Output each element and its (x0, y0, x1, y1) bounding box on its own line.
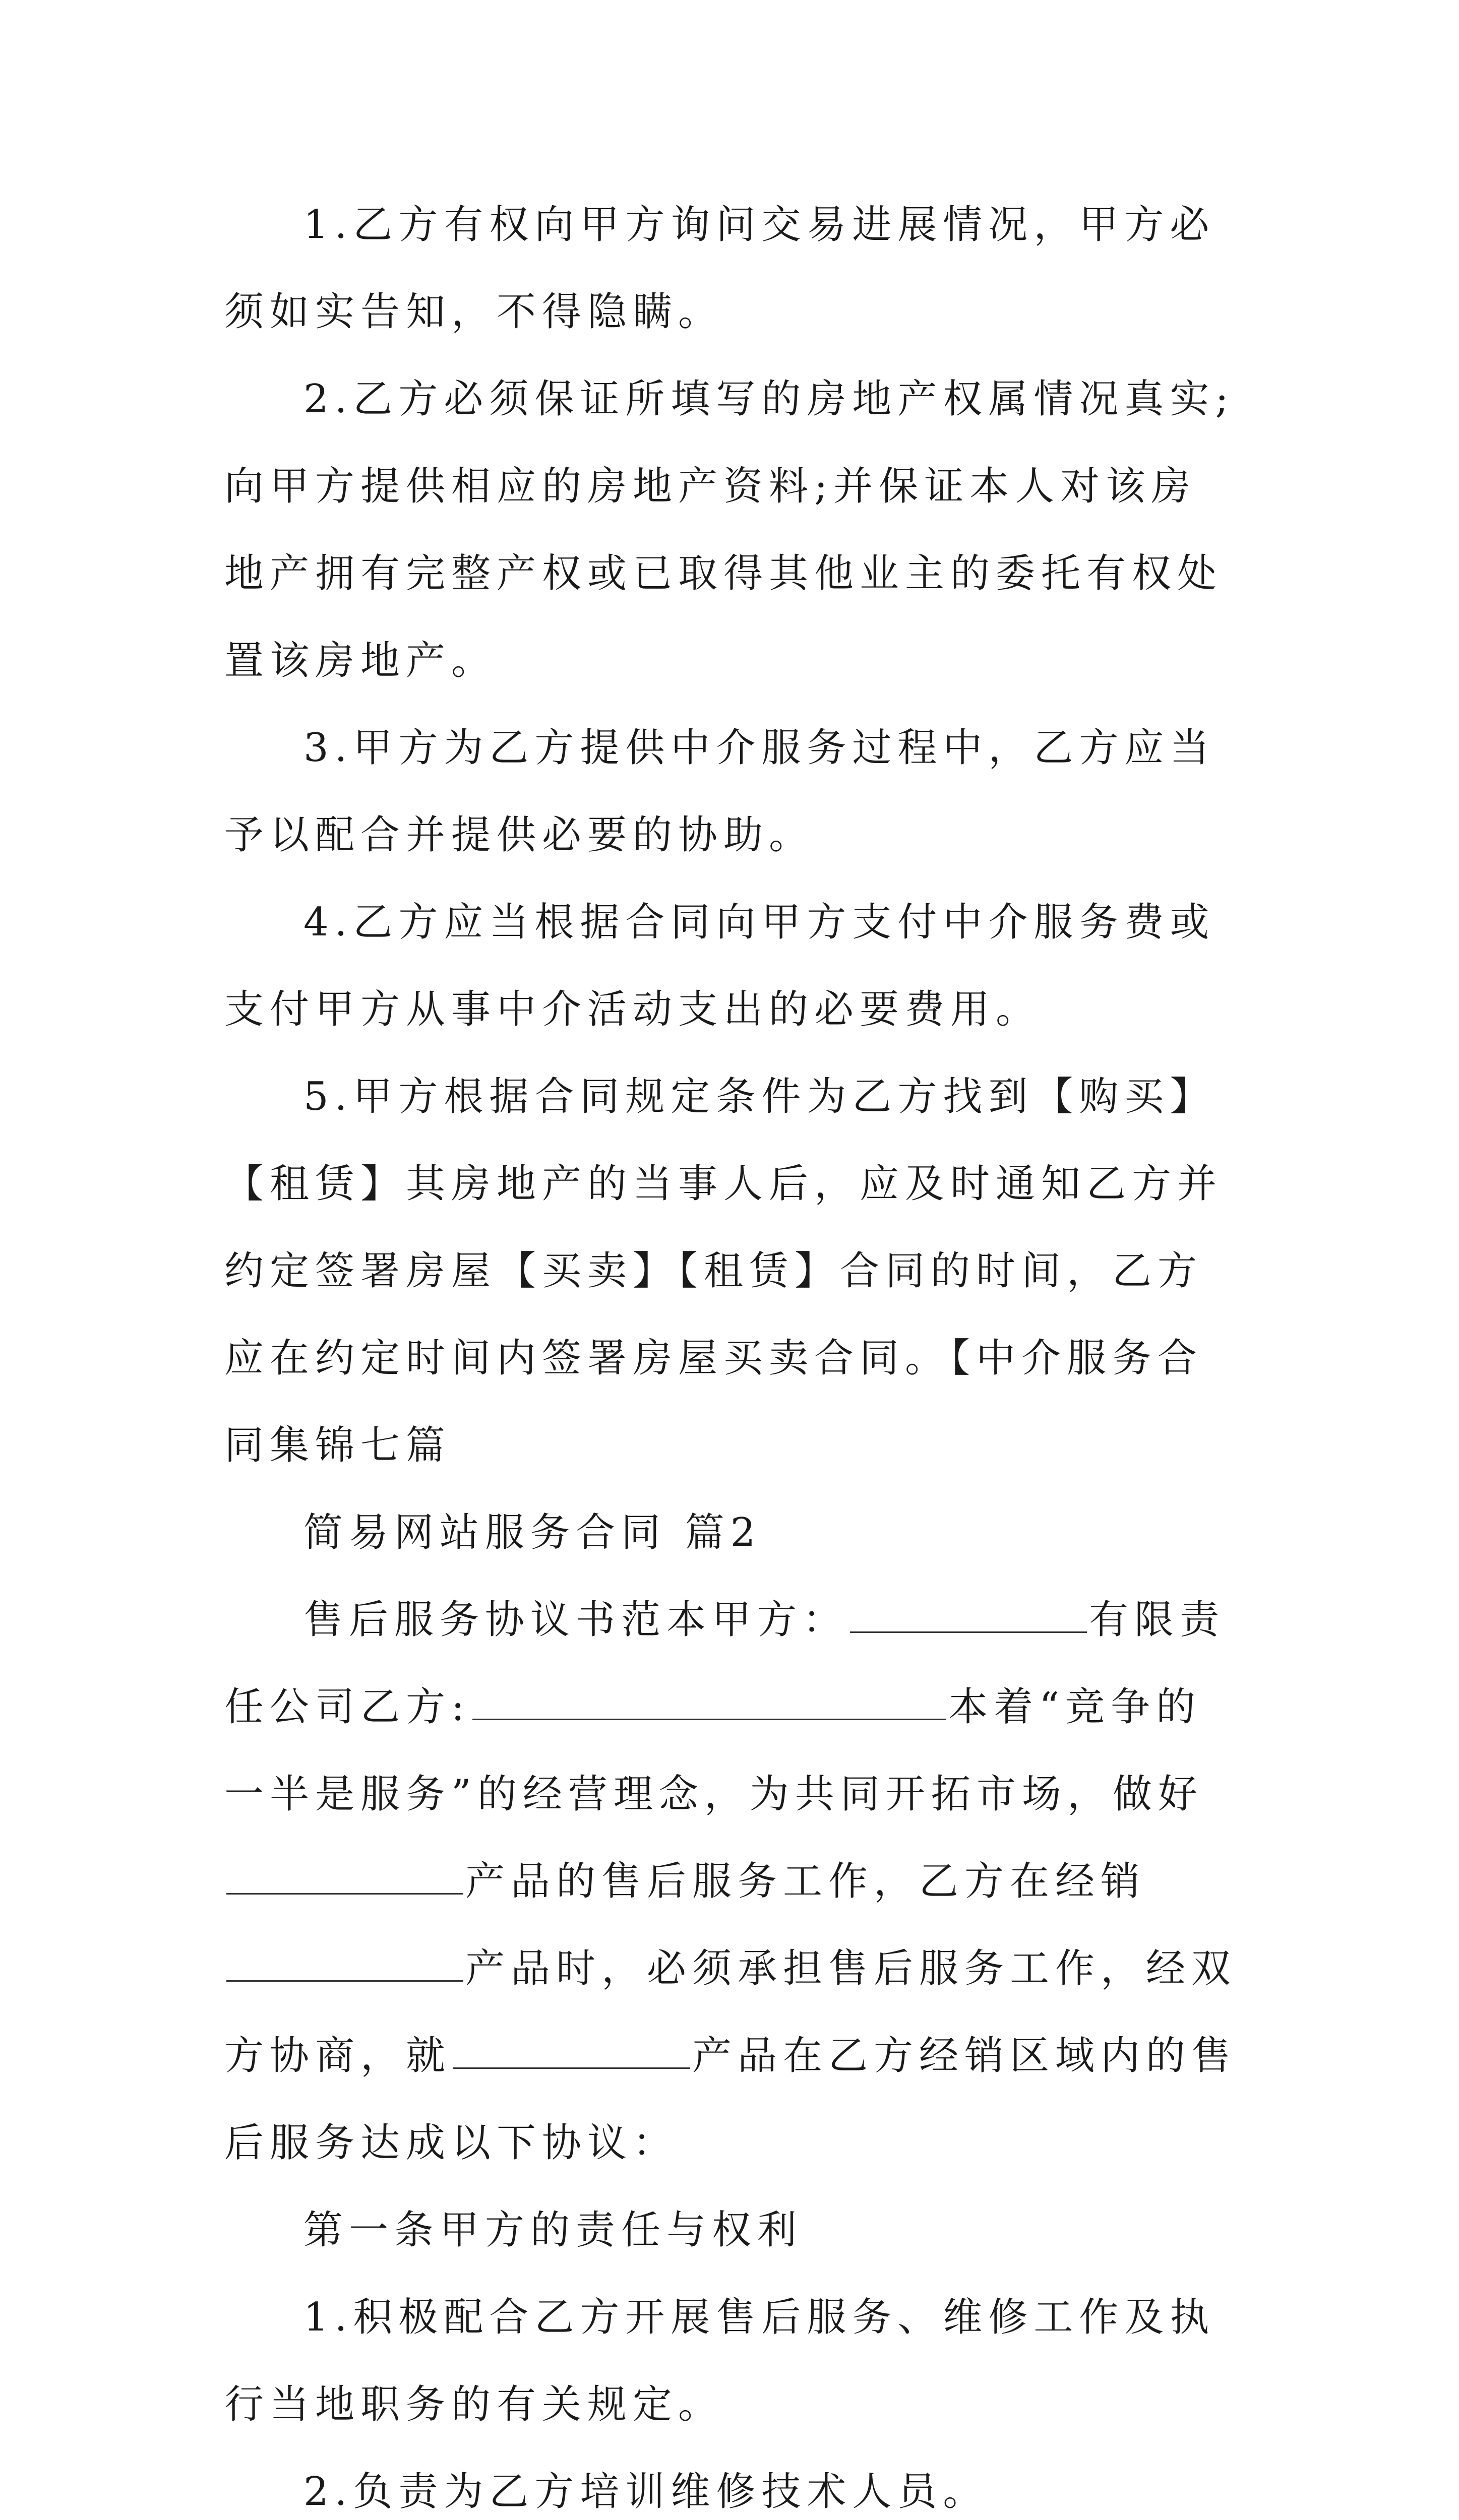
paragraph-9: 1.积极配合乙方开展售后服务、维修工作及执行当地职务的有关规定。 (224, 2295, 1215, 2427)
paragraph-10: 2.负责为乙方培训维修技术人员。 (303, 2469, 989, 2514)
paragraph-5: 5.甲方根据合同规定条件为乙方找到【购买】【租赁】其房地产的当事人后，应及时通知乙方并约定签署房屋【买卖】【租赁】合同的时间，乙方应在约定时间内签署房屋买卖合同。【中介服务合同集锦七篇 (224, 1074, 1223, 1468)
section-heading: 简易网站服务合同 篇2 (303, 1510, 762, 1555)
paragraph-3: 3.甲方为乙方提供中介服务过程中，乙方应当予以配合并提供必要的协助。 (224, 725, 1215, 858)
intro-text-e: 产品时，必须承担售后服务工作，经双方协商，就 (224, 1946, 1237, 2078)
party-a-name-blank (850, 1600, 1087, 1633)
intro-text-c: 本着“竞争的一半是服务”的经营理念，为共同开拓市场，做好 (224, 1684, 1203, 1817)
paragraph-4: 4.乙方应当根据合同向甲方支付中介服务费或支付甲方从事中介活动支出的必要费用。 (224, 900, 1215, 1032)
intro-text-a: 售后服务协议书范本甲方： (303, 1597, 848, 1643)
intro-text-b: 有限责任公司乙方: (224, 1597, 1226, 1730)
product-name-blank-2 (226, 1949, 463, 1982)
intro-text-f: 产品在乙方经销区域内的售后服务达成以下协议： (224, 2033, 1237, 2166)
paragraph-1: 1.乙方有权向甲方询问交易进展情况，甲方必须如实告知，不得隐瞒。 (224, 202, 1215, 335)
product-name-blank-1 (226, 1862, 463, 1895)
product-name-blank-3 (453, 2036, 690, 2069)
intro-text-d: 产品的售后服务工作，乙方在经销 (465, 1859, 1146, 1904)
agreement-intro-paragraph (224, 1577, 1238, 2187)
paragraph-2: 2.乙方必须保证所填写的房地产权属情况真实;向甲方提供相应的房地产资料;并保证本人对该房地产拥有完整产权或已取得其他业主的委托有权处置该房地产。 (224, 376, 1235, 683)
document-body (224, 181, 1238, 2520)
article-heading: 第一条甲方的责任与权利 (303, 2208, 803, 2253)
party-b-name-blank (472, 1687, 946, 1720)
